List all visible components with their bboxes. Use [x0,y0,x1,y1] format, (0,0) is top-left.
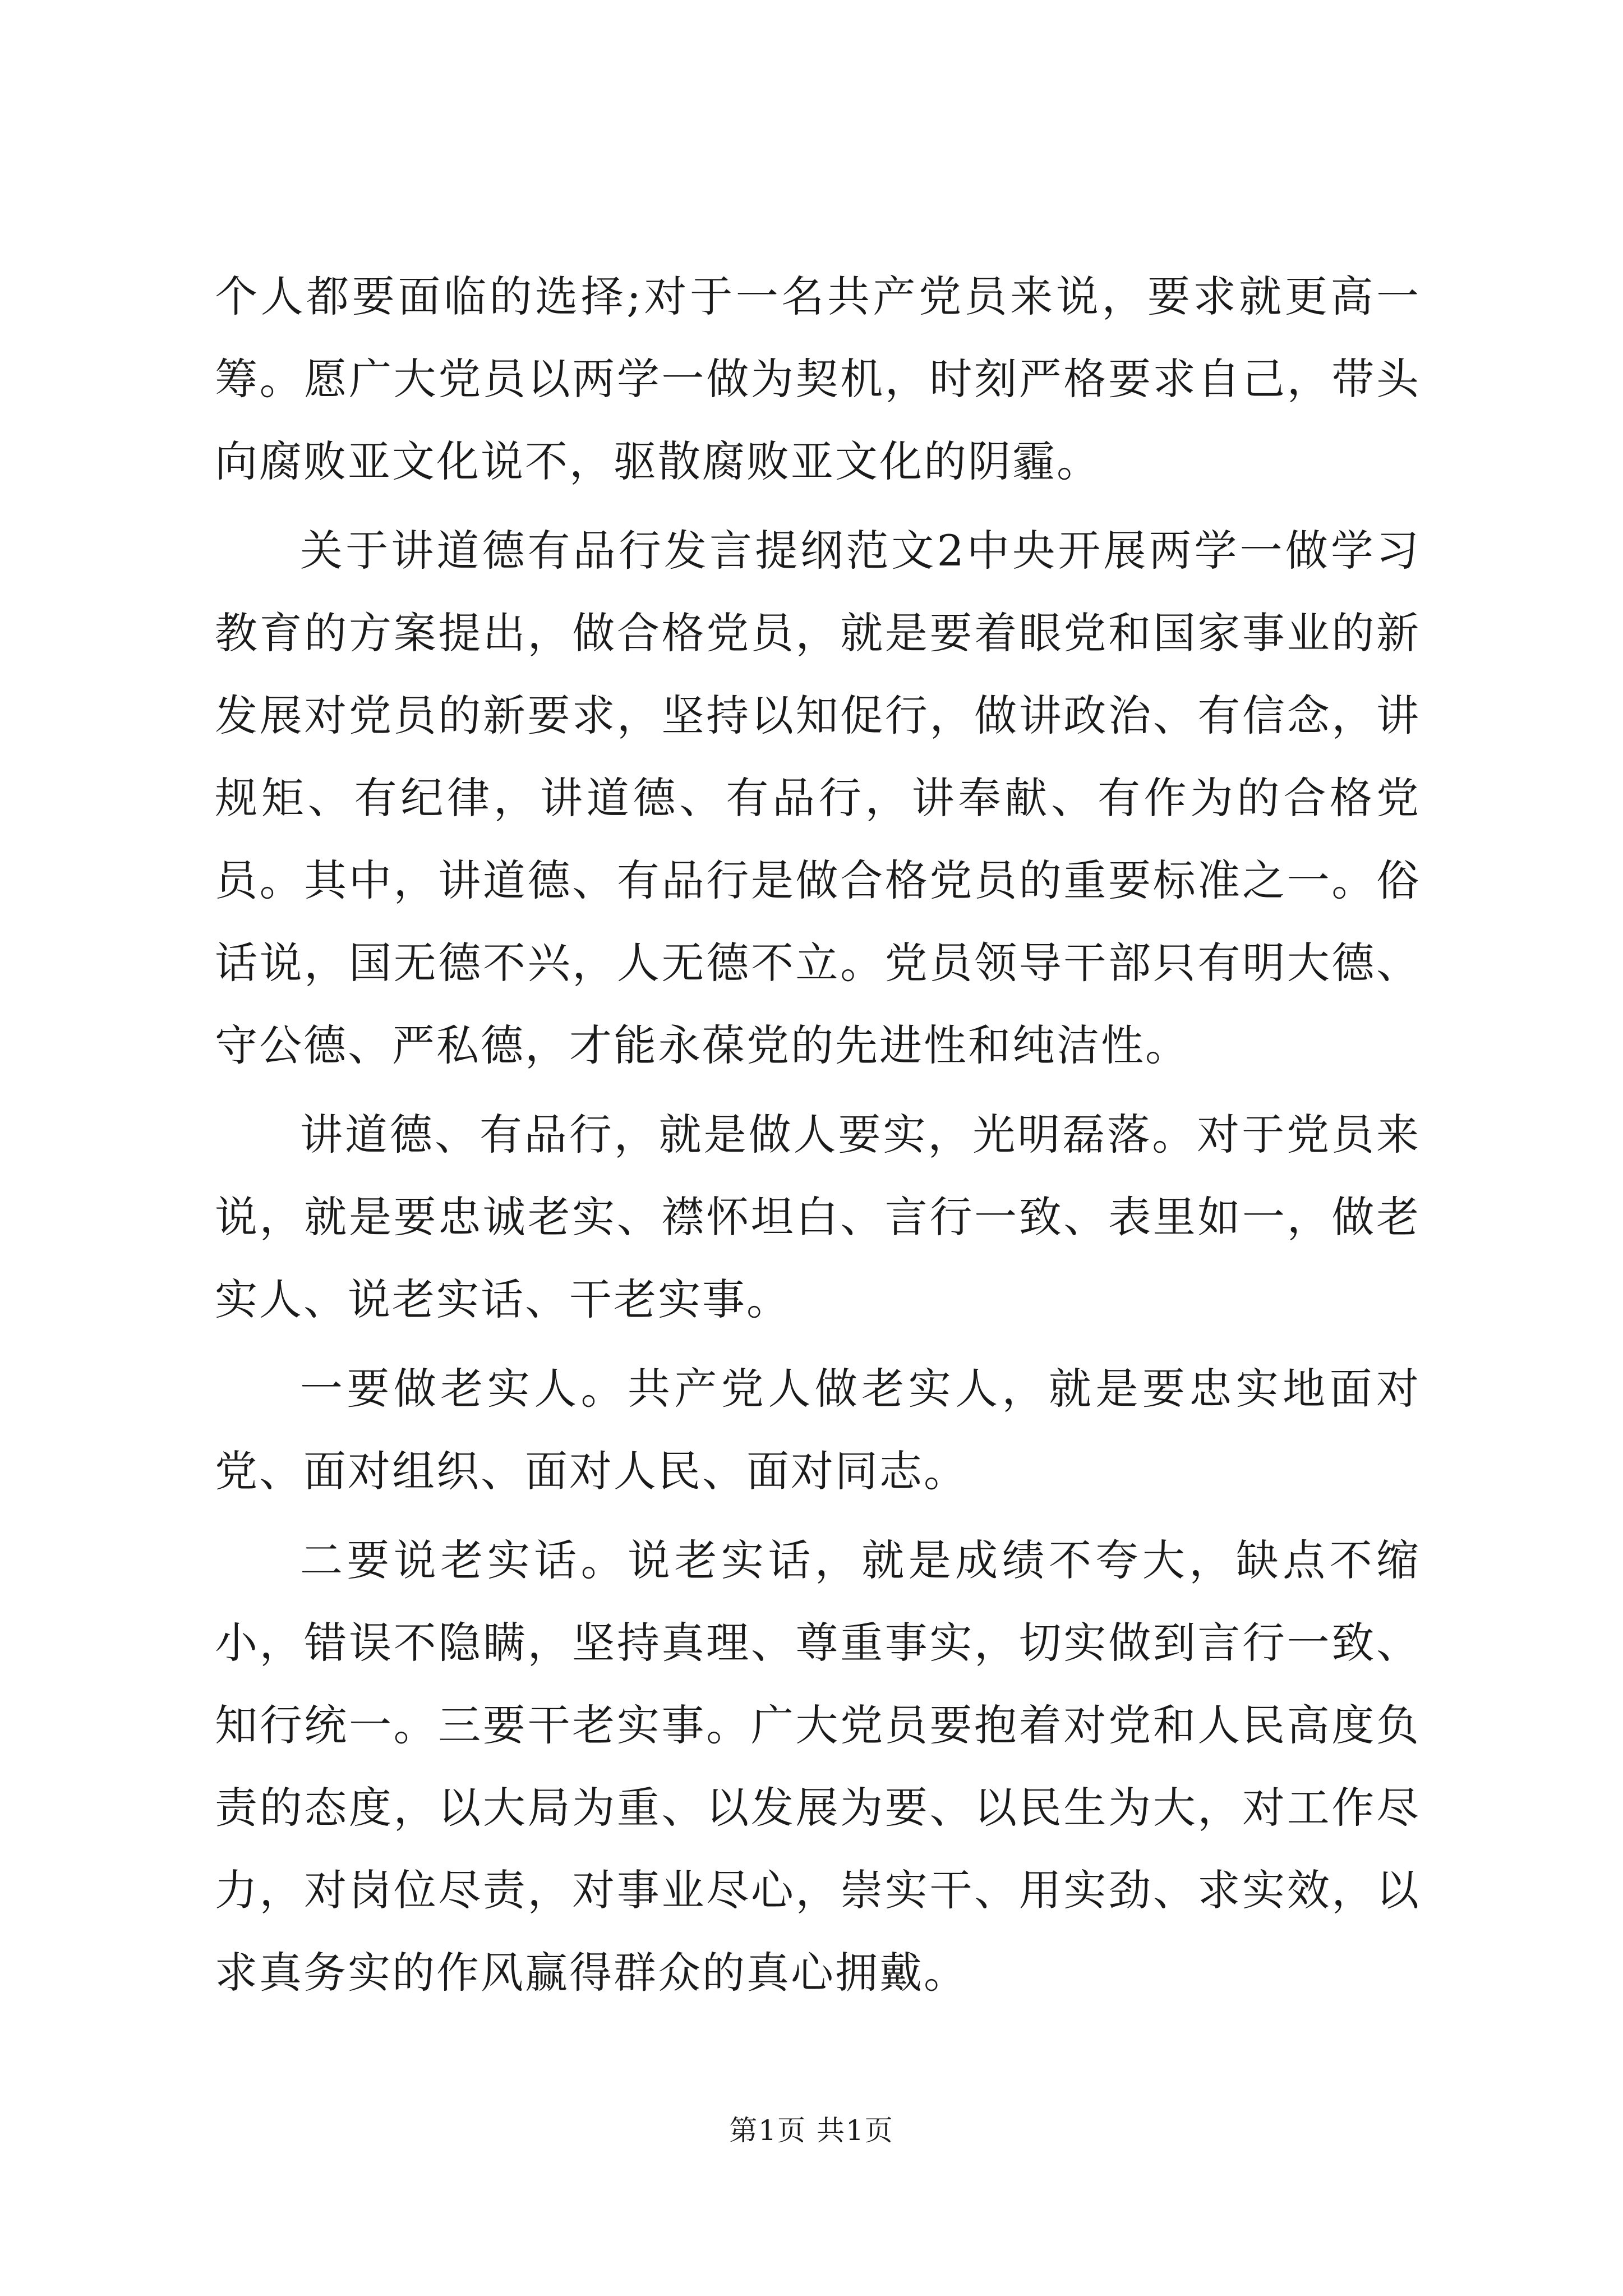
paragraph-5: 二要说老实话。说老实话，就是成绩不夸大，缺点不缩小，错误不隐瞒，坚持真理、尊重事实，切实做到言行一致、知行统一。三要干老实事。广大党员要抱着对党和人民高度负责的态度，以大局为重、以发展为要、以民生为大，对工作尽力，对岗位尽责，对事业尽心，崇实干、用实劲、求实效，以求真务实的作风赢得群众的真心拥戴。 [215,1535,1421,1998]
document-body [215,255,1421,2021]
paragraph-2: 关于讲道德有品行发言提纲范文2中央开展两学一做学习教育的方案提出，做合格党员，就是要着眼党和国家事业的新发展对党员的新要求，坚持以知促行，做讲政治、有信念，讲规矩、有纪律，讲道德、有品行，讲奉献、有作为的合格党员。其中，讲道德、有品行是做合格党员的重要标准之一。俗话说，国无德不兴，人无德不立。党员领导干部只有明大德、守公德、严私德，才能永葆党的先进性和纯洁性。 [215,526,1421,1070]
page-footer [0,2114,1623,2147]
paragraph-1: 个人都要面临的选择;对于一名共产党员来说，要求就更高一筹。愿广大党员以两学一做为契机，时刻严格要求自己，带头向腐败亚文化说不，驱散腐败亚文化的阴霾。 [215,272,1421,486]
paragraph-3: 讲道德、有品行，就是做人要实，光明磊落。对于党员来说，就是要忠诚老实、襟怀坦白、言行一致、表里如一，做老实人、说老实话、干老实事。 [215,1110,1421,1324]
page-number: 第1页 共1页 [729,2114,894,2147]
paragraph-4: 一要做老实人。共产党人做老实人，就是要忠实地面对党、面对组织、面对人民、面对同志。 [215,1364,1421,1496]
